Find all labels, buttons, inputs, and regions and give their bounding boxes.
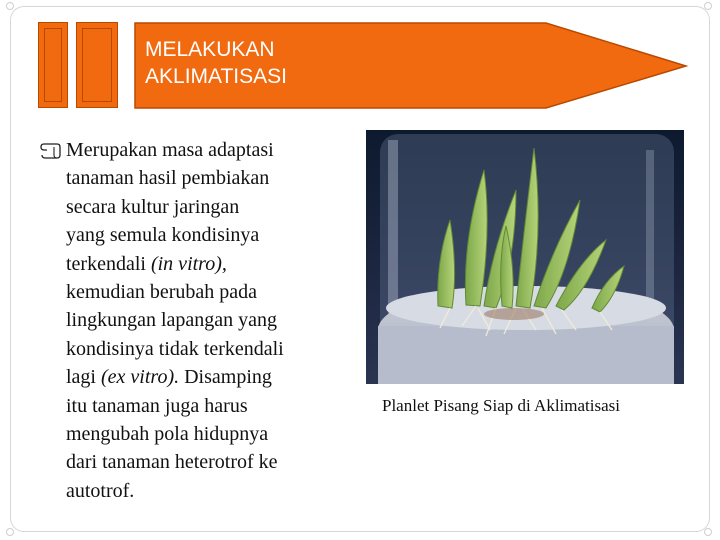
ex-vitro-term: (ex vitro). bbox=[101, 366, 180, 389]
body-line bbox=[66, 363, 360, 391]
body-text-segment: lagi bbox=[66, 366, 101, 389]
body-line: mengubah pola hidupnya bbox=[66, 423, 269, 446]
body-line: kemudian berubah pada bbox=[66, 281, 258, 304]
decor-bar-right bbox=[76, 22, 118, 108]
body-line: dari tanaman heterotrof ke bbox=[66, 451, 278, 474]
body-line: lingkungan lapangan yang bbox=[66, 309, 278, 332]
corner-dot-top-right bbox=[704, 2, 712, 10]
body-line: itu tanaman juga harus bbox=[66, 394, 248, 417]
decor-bar-left bbox=[38, 22, 68, 108]
slide-title: MELAKUKAN AKLIMATISASI bbox=[145, 38, 287, 88]
body-text-segment: Disamping bbox=[179, 366, 272, 389]
corner-dot-bottom-right bbox=[704, 528, 712, 536]
plantlet-photo bbox=[366, 130, 684, 384]
body-line: autotrof. bbox=[66, 479, 135, 502]
image-caption: Planlet Pisang Siap di Aklimatisasi bbox=[382, 396, 620, 415]
in-vitro-term: (in vitro), bbox=[150, 252, 227, 275]
body-line: Merupakan masa adaptasi bbox=[66, 139, 274, 161]
body-text-block bbox=[40, 136, 360, 505]
corner-dot-bottom-left bbox=[6, 528, 14, 536]
body-line bbox=[66, 250, 360, 278]
body-line: tanaman hasil pembiakan bbox=[66, 167, 270, 190]
body-paragraph bbox=[40, 136, 360, 505]
body-text-segment: terkendali bbox=[66, 252, 151, 275]
body-line: kondisinya tidak terkendali bbox=[66, 337, 284, 360]
body-line: secara kultur jaringan bbox=[66, 195, 240, 218]
body-line: yang semula kondisinya bbox=[66, 224, 260, 247]
scroll-bullet-icon bbox=[39, 143, 61, 159]
corner-dot-top-left bbox=[6, 2, 14, 10]
